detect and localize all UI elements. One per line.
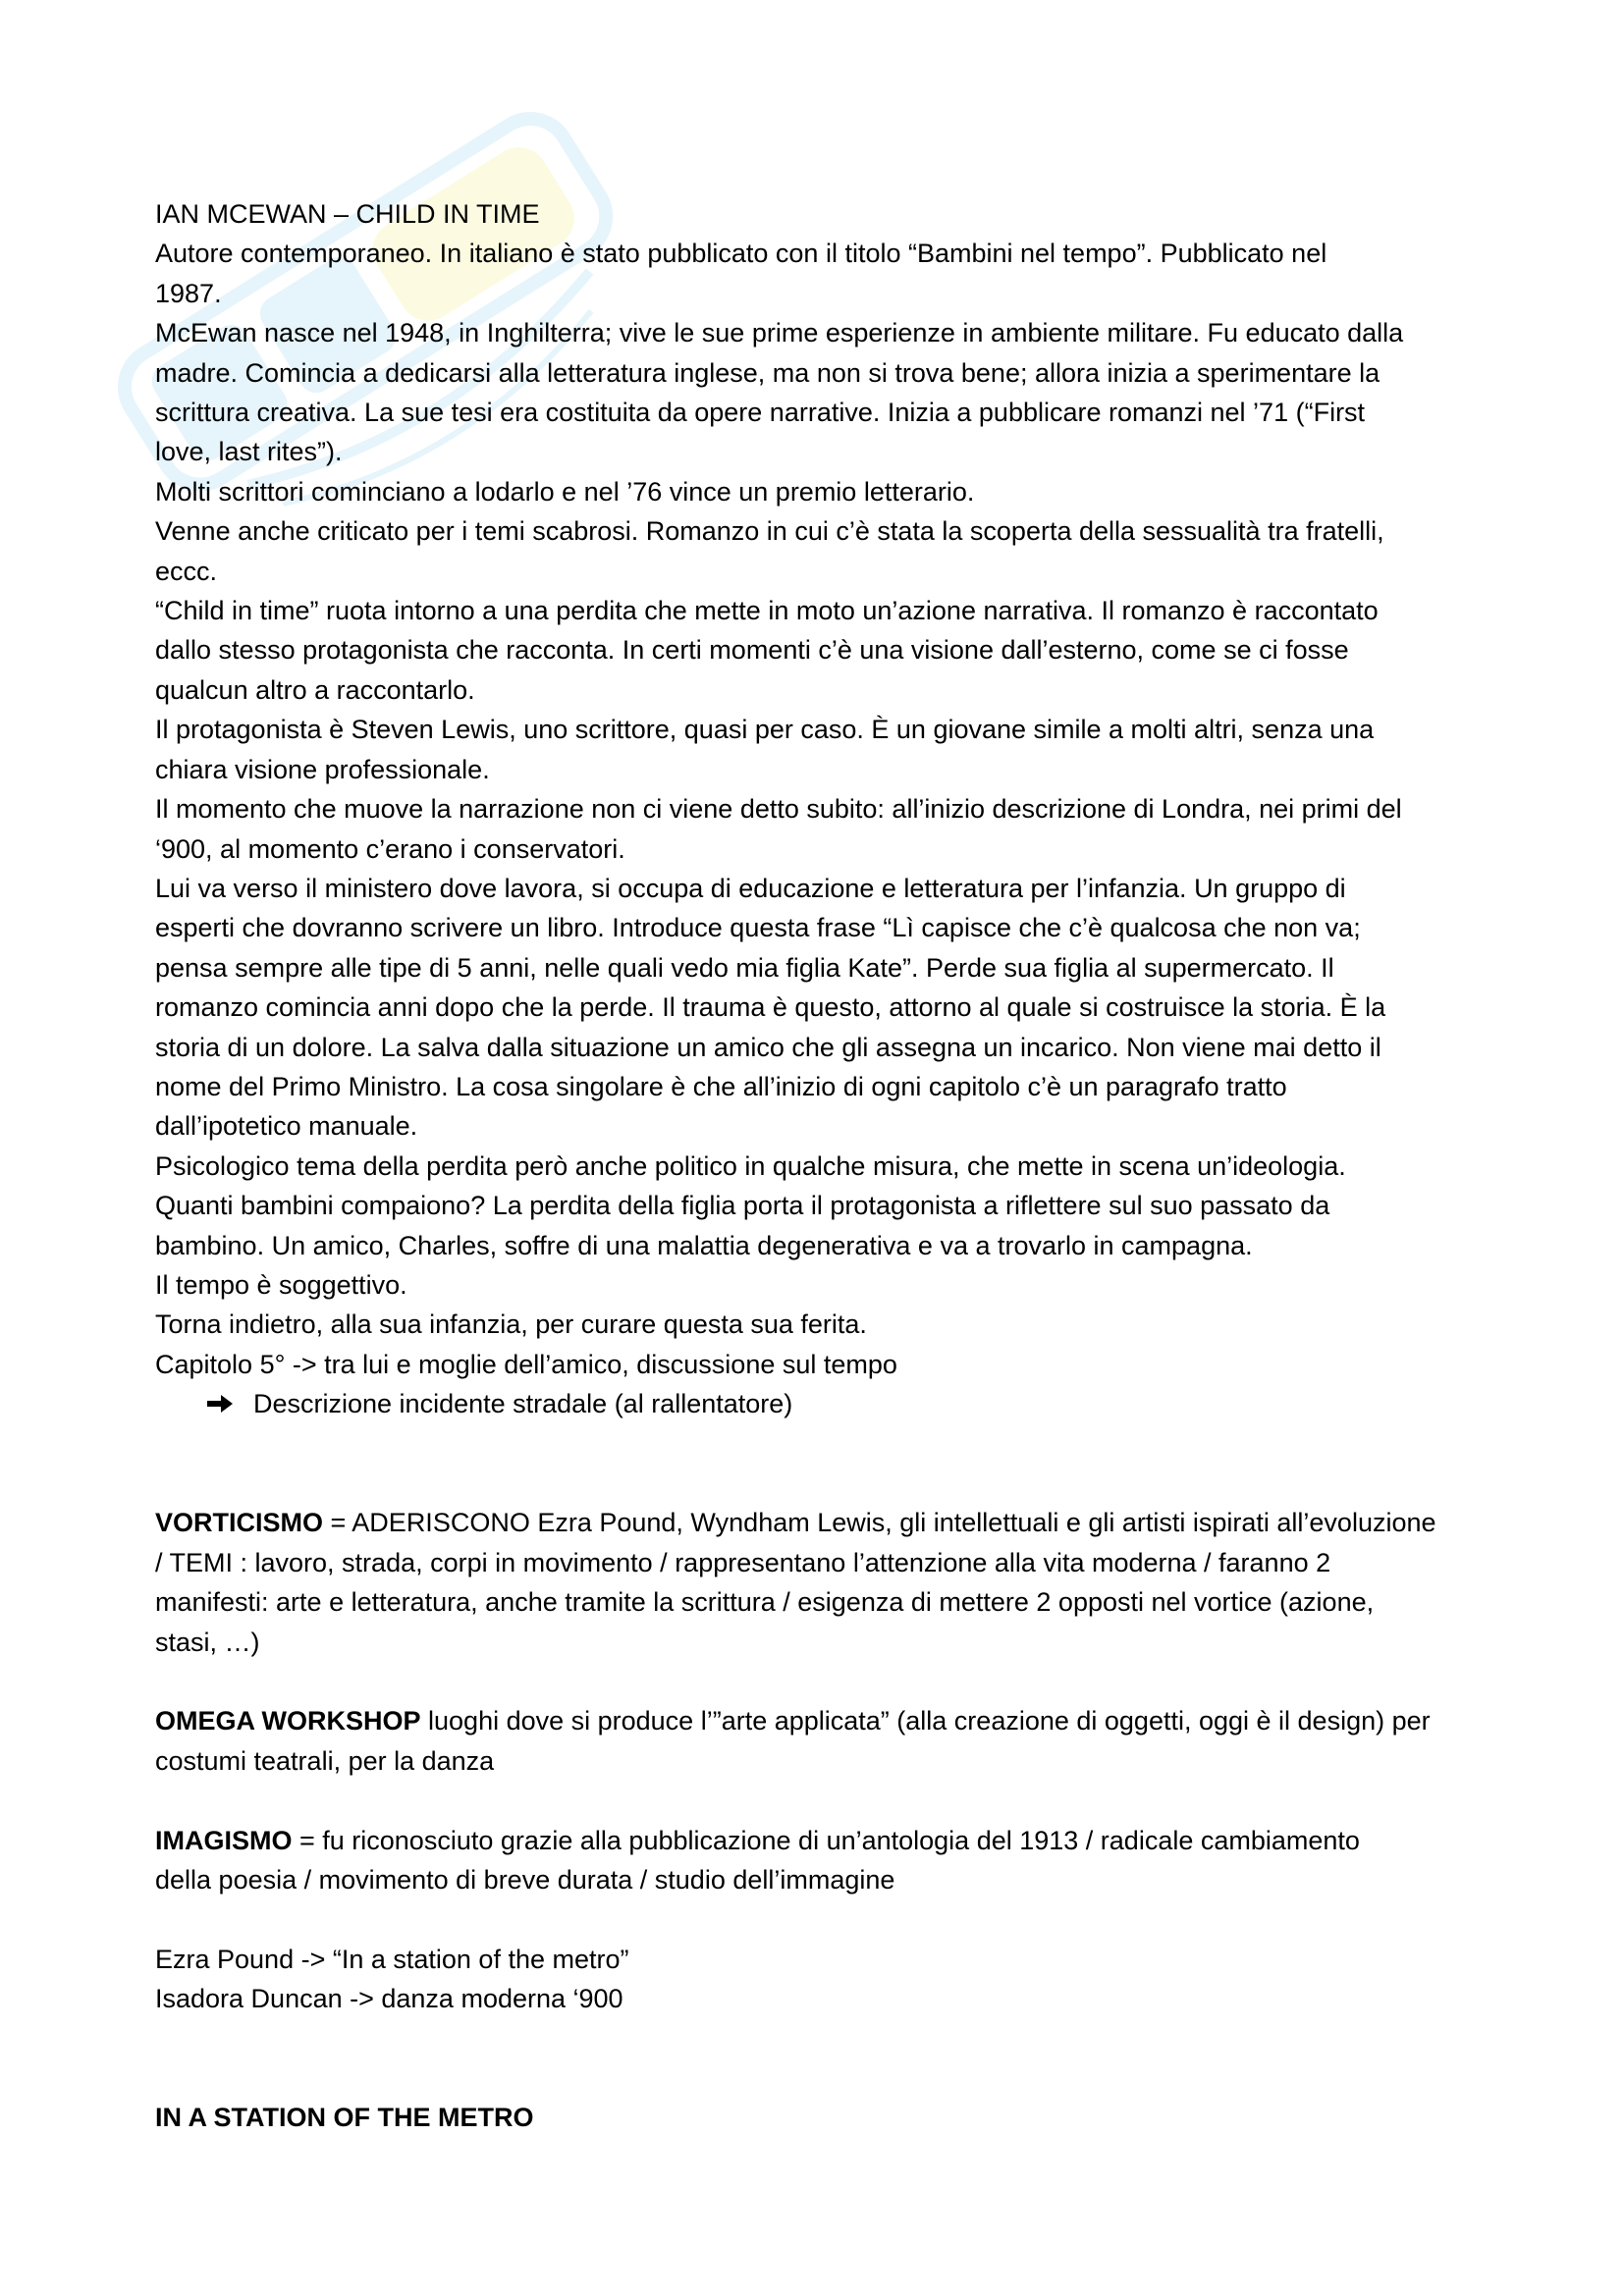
paragraph-line: della poesia / movimento di breve durata / studio dell’immagine	[155, 1865, 895, 1896]
paragraph-line: Lui va verso il ministero dove lavora, si occupa di educazione e letteratura per l’infanzia. Un gruppo di	[155, 873, 1346, 903]
final-section-title: IN A STATION OF THE METRO	[155, 2103, 534, 2133]
paragraph-line: eccc.	[155, 556, 218, 586]
paragraph-line: esperti che dovranno scrivere un libro. Introduce questa frase “Lì capisce che c’è qualcosa che non va;	[155, 913, 1361, 943]
paragraph-line: costumi teatrali, per la danza	[155, 1745, 495, 1776]
paragraph-line: Venne anche criticato per i temi scabrosi. Romanzo in cui c’è stata la scoperta della sessualità tra fratelli,	[155, 516, 1384, 547]
paragraph-line: pensa sempre alle tipe di 5 anni, nelle quali vedo mia figlia Kate”. Perde sua figlia al supermercato. Il	[155, 952, 1334, 983]
paragraph-line: storia di un dolore. La salva dalla situazione un amico che gli assegna un incarico. Non viene mai detto il	[155, 1032, 1381, 1062]
vorticismo-paragraph	[155, 1503, 1490, 1542]
paragraph-line: stasi, …)	[155, 1627, 260, 1657]
paragraph-line: Il tempo è soggettivo.	[155, 1269, 407, 1300]
note-line: Isadora Duncan -> danza moderna ‘900	[155, 1984, 623, 2014]
paragraph-line: ‘900, al momento c’erano i conservatori.	[155, 833, 625, 864]
bullet-text: Descrizione incidente stradale (al rallentatore)	[253, 1389, 793, 1419]
paragraph-line: love, last rites”).	[155, 437, 343, 467]
paragraph-line: Torna indietro, alla sua infanzia, per curare questa sua ferita.	[155, 1309, 867, 1340]
paragraph-line: Quanti bambini compaiono? La perdita della figlia porta il protagonista a riflettere sul suo passato da	[155, 1191, 1330, 1221]
paragraph-line: bambino. Un amico, Charles, soffre di una malattia degenerativa e va a trovarlo in campagna.	[155, 1230, 1253, 1260]
omega-paragraph	[155, 1701, 1490, 1740]
term-definition: = ADERISCONO Ezra Pound, Wyndham Lewis, gli intellettuali e gli artisti ispirati all’evoluzione	[323, 1508, 1436, 1538]
paragraph-line: nome del Primo Ministro. La cosa singolare è che all’inizio di ogni capitolo c’è un paragrafo tratto	[155, 1071, 1287, 1101]
paragraph-line: Il momento che muove la narrazione non ci viene detto subito: all’inizio descrizione di Londra, nei primi del	[155, 794, 1402, 825]
paragraph-line: scrittura creativa. La sue tesi era costituita da opere narrative. Inizia a pubblicare romanzi nel ’71 (“First	[155, 398, 1366, 428]
paragraph-line: Autore contemporaneo. In italiano è stato pubblicato con il titolo “Bambini nel tempo”. Pubblicato nel	[155, 239, 1327, 269]
term-definition: = fu riconosciuto grazie alla pubblicazione di un’antologia del 1913 / radicale cambiamento	[292, 1825, 1360, 1855]
paragraph-line: McEwan nasce nel 1948, in Inghilterra; vive le sue prime esperienze in ambiente militare. Fu educato dalla	[155, 318, 1404, 348]
paragraph-line: qualcun altro a raccontarlo.	[155, 674, 475, 705]
document-page	[155, 194, 1490, 2138]
paragraph-line: chiara visione professionale.	[155, 754, 490, 784]
paragraph-line: 1987.	[155, 278, 222, 308]
bullet-item	[155, 1384, 1490, 1423]
paragraph-line: manifesti: arte e letteratura, anche tramite la scrittura / esigenza di mettere 2 opposti nel vortice (azione,	[155, 1587, 1375, 1618]
paragraph-line: dallo stesso protagonista che racconta. In certi momenti c’è una visione dall’esterno, come se ci fosse	[155, 635, 1349, 666]
term-omega-workshop: OMEGA WORKSHOP	[155, 1706, 421, 1736]
paragraph-line: Capitolo 5° -> tra lui e moglie dell’amico, discussione sul tempo	[155, 1349, 897, 1379]
note-line: Ezra Pound -> “In a station of the metro”	[155, 1944, 629, 1974]
paragraph-line: madre. Comincia a dedicarsi alla letteratura inglese, ma non si trova bene; allora inizia a sperimentare la	[155, 357, 1380, 388]
paragraph-line: “Child in time” ruota intorno a una perdita che mette in moto un’azione narrativa. Il romanzo è raccontato	[155, 596, 1379, 626]
paragraph-line: romanzo comincia anni dopo che la perde. Il trauma è questo, attorno al quale si costruisce la storia. È la	[155, 992, 1386, 1023]
paragraph-line: / TEMI : lavoro, strada, corpi in movimento / rappresentano l’attenzione alla vita moderna / faranno 2	[155, 1547, 1331, 1577]
term-definition: luoghi dove si produce l’”arte applicata” (alla creazione di oggetti, oggi è il design) per	[420, 1706, 1431, 1736]
paragraph-line: Il protagonista è Steven Lewis, uno scrittore, quasi per caso. È un giovane simile a molti altri, senza una	[155, 715, 1375, 745]
paragraph-line: Molti scrittori cominciano a lodarlo e nel ’76 vince un premio letterario.	[155, 476, 975, 507]
paragraph-line: Psicologico tema della perdita però anche politico in qualche misura, che mette in scena un’ideologia.	[155, 1150, 1346, 1181]
imagismo-paragraph	[155, 1821, 1490, 1860]
section-title: IAN MCEWAN – CHILD IN TIME	[155, 199, 540, 229]
term-vorticismo: VORTICISMO	[155, 1508, 324, 1538]
paragraph-line: dall’ipotetico manuale.	[155, 1111, 418, 1142]
term-imagismo: IMAGISMO	[155, 1825, 293, 1855]
arrow-right-icon	[206, 1393, 234, 1415]
